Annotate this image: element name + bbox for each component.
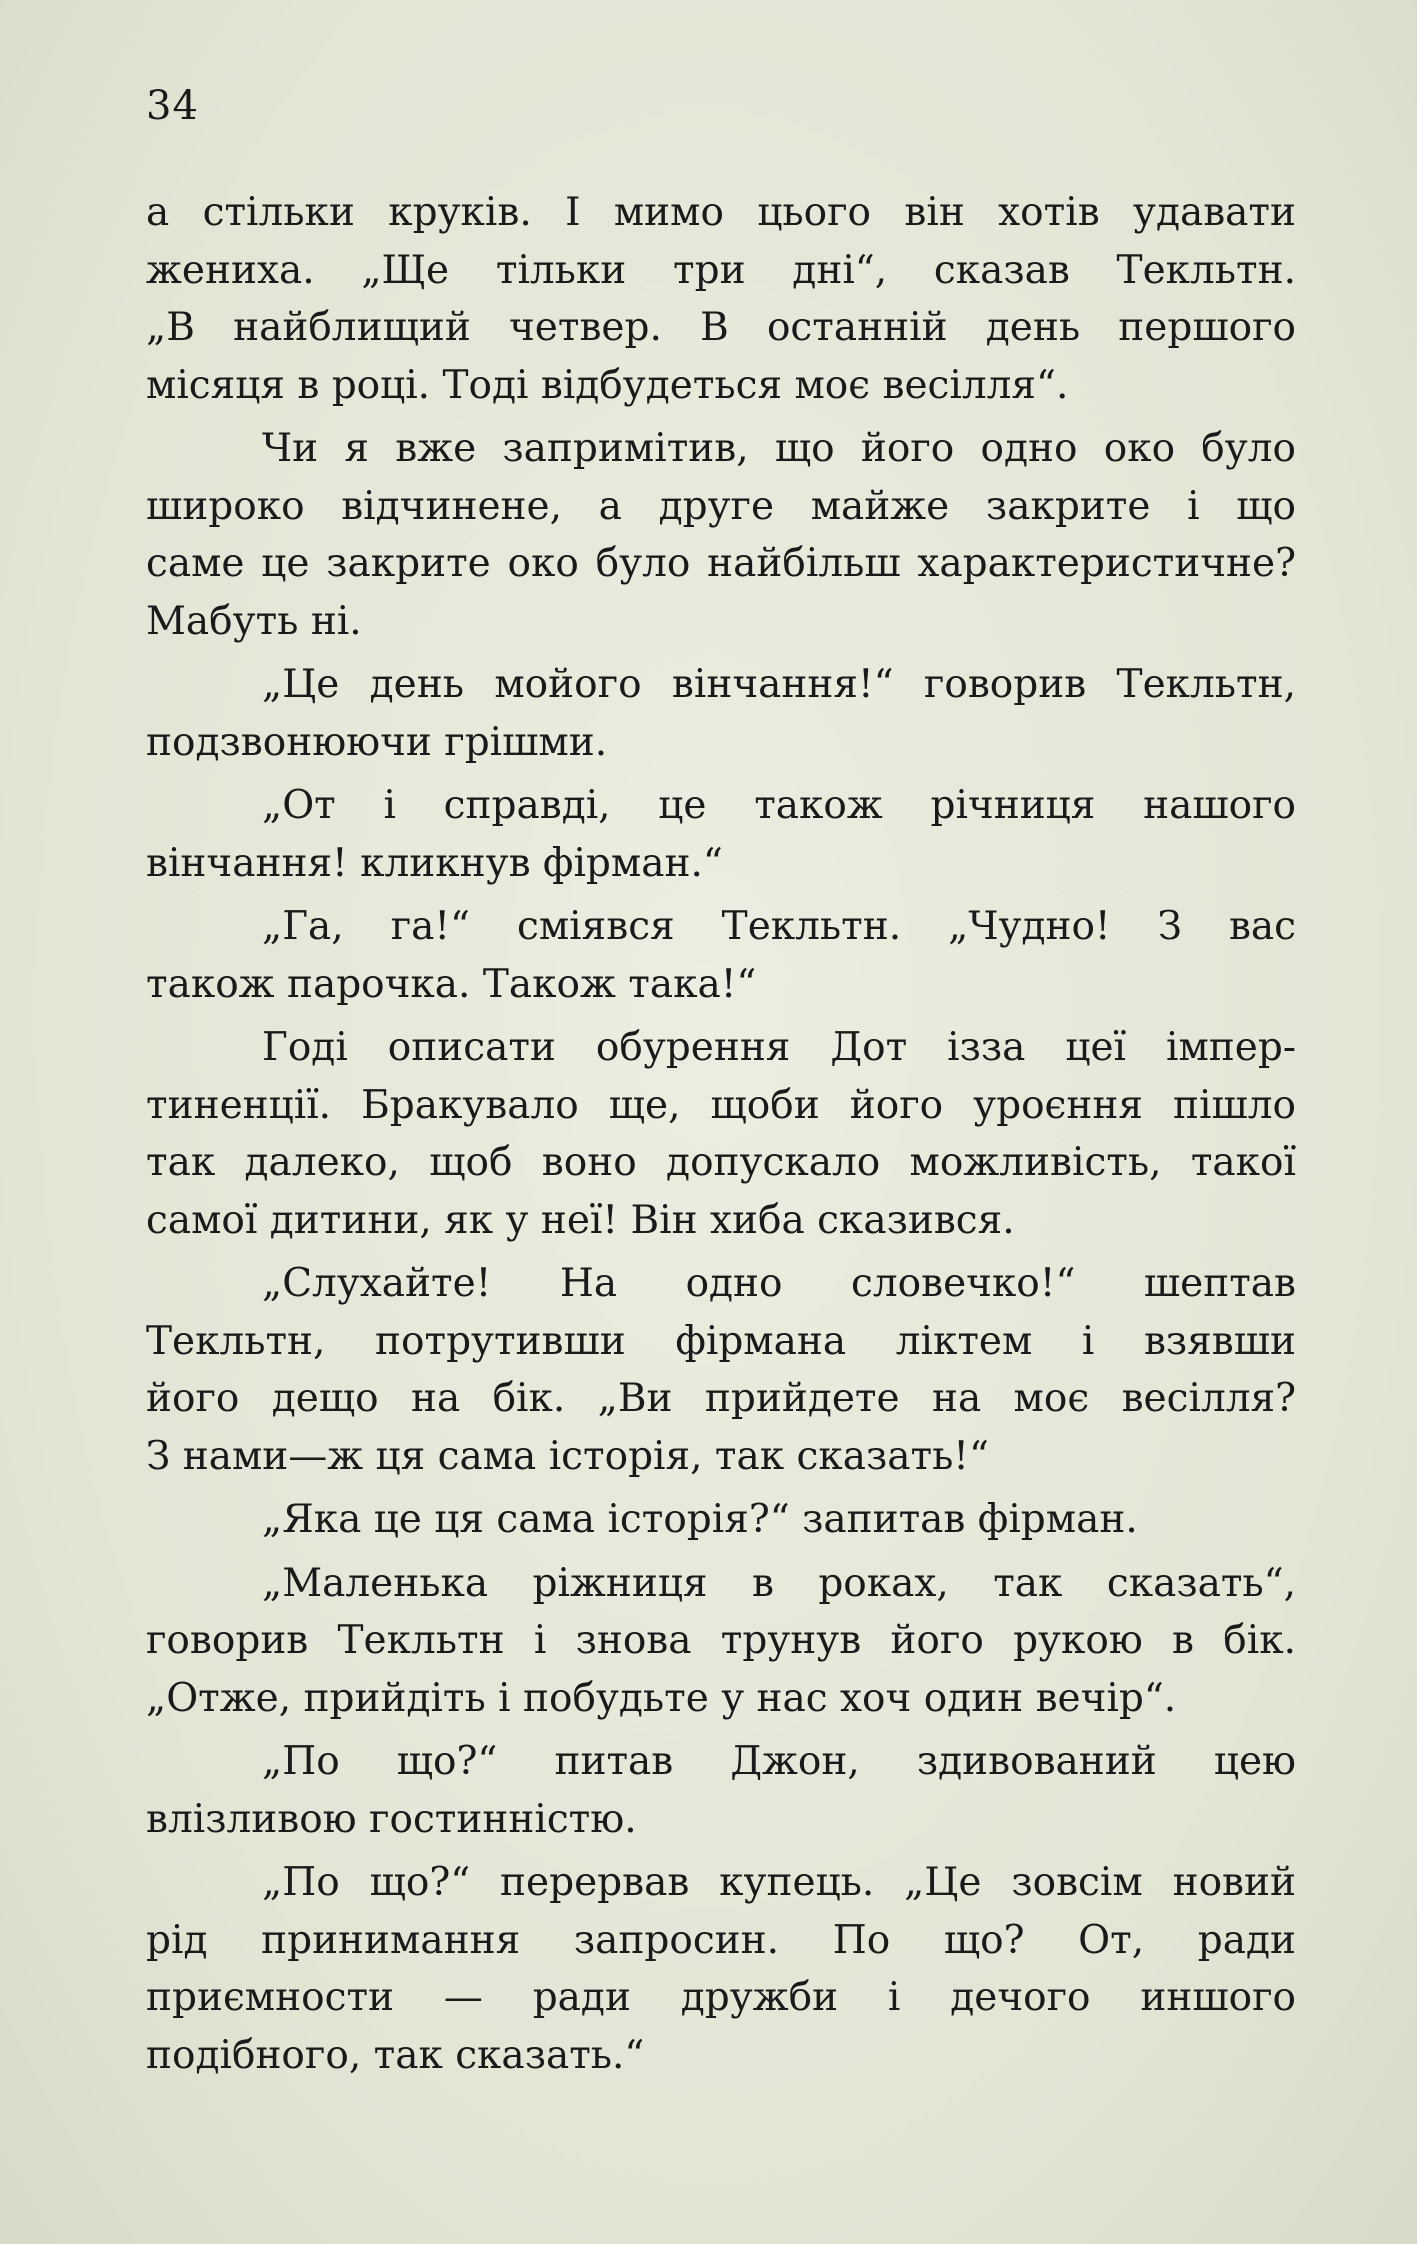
- text-line: приємности — ради дружби і дечого иншого: [146, 1975, 1296, 2020]
- text-line: „Маленька ріжниця в роках, так сказать“,: [262, 1560, 1296, 1606]
- text-line: рід принимання запросин. По що? От, ради: [146, 1917, 1296, 1963]
- paragraph: [146, 184, 1296, 414]
- text-line: так далеко, щоб воно допускало можливість, такої: [146, 1140, 1296, 1185]
- text-line: „Це день мойого вінчання!“ говорив Текльтн,: [262, 662, 1296, 707]
- paragraph: [146, 1249, 1296, 1485]
- paragraph: [146, 771, 1296, 892]
- text-line: подзвонюючи грішми.: [146, 719, 608, 765]
- text-line: місяця в році. Тоді відбудеться моє весілля“.: [146, 362, 1069, 408]
- text-line: „По що?“ питав Джон, здивований цею: [262, 1739, 1296, 1784]
- text-line: тиненції. Бракувало ще, щоби його уроєння пішло: [146, 1082, 1296, 1128]
- paragraph: [146, 414, 1296, 650]
- paragraph: [146, 1549, 1296, 1728]
- text-line: вінчання! кликнув фірман.“: [146, 840, 723, 886]
- text-line: влізливою гостинністю.: [146, 1796, 637, 1842]
- text-line: широко відчинене, а друге майже закрите і що: [146, 483, 1296, 529]
- body-text: [146, 184, 1296, 2084]
- text-line: Текльтн, потрутивши фірмана ліктем і взявши: [146, 1318, 1296, 1364]
- text-line: „По що?“ перервав купець. „Це зовсім новий: [262, 1860, 1296, 1905]
- text-line: Годі описати обурення Дот ізза цеї імпер-: [262, 1025, 1296, 1070]
- text-line: жениха. „Ще тільки три дні“, сказав Текльтн.: [146, 247, 1296, 293]
- page-number: 34: [146, 83, 199, 129]
- paragraph: [146, 1485, 1296, 1549]
- text-line: „Слухайте! На одно словечко!“ шептав: [262, 1261, 1296, 1306]
- text-line: Мабуть ні.: [146, 598, 362, 644]
- paragraph: [146, 892, 1296, 1013]
- paragraph: [146, 1848, 1296, 2084]
- text-line: „Отже, прийдіть і побудьте у нас хоч один вечір“.: [146, 1675, 1177, 1721]
- text-line: а стільки круків. І мимо цього він хотів удавати: [146, 190, 1296, 235]
- text-line: „От і справді, це також річниця нашого: [262, 783, 1296, 828]
- text-line: „Яка це ця сама історія?“ запитав фірман.: [262, 1497, 1138, 1542]
- text-line: подібного, так сказать.“: [146, 2032, 645, 2078]
- text-line: його дещо на бік. „Ви прийдете на моє весілля?: [146, 1376, 1296, 1421]
- paragraph: [146, 1727, 1296, 1848]
- text-line: „Га, га!“ сміявся Текльтн. „Чудно! З вас: [262, 904, 1296, 949]
- text-line: також парочка. Також така!“: [146, 961, 757, 1007]
- text-line: говорив Текльтн і знова трунув його рукою в бік.: [146, 1618, 1296, 1663]
- text-line: саме це закрите око було найбільш характеристичне?: [146, 541, 1296, 586]
- paragraph: [146, 650, 1296, 771]
- text-line: Чи я вже запримітив, що його одно око було: [262, 426, 1296, 471]
- text-line: „В найблищий четвер. В останній день першого: [146, 305, 1296, 350]
- paragraph: [146, 1013, 1296, 1249]
- text-line: самої дитини, як у неї! Він хиба сказився.: [146, 1197, 1015, 1243]
- text-line: З нами—ж ця сама історія, так сказать!“: [146, 1433, 989, 1479]
